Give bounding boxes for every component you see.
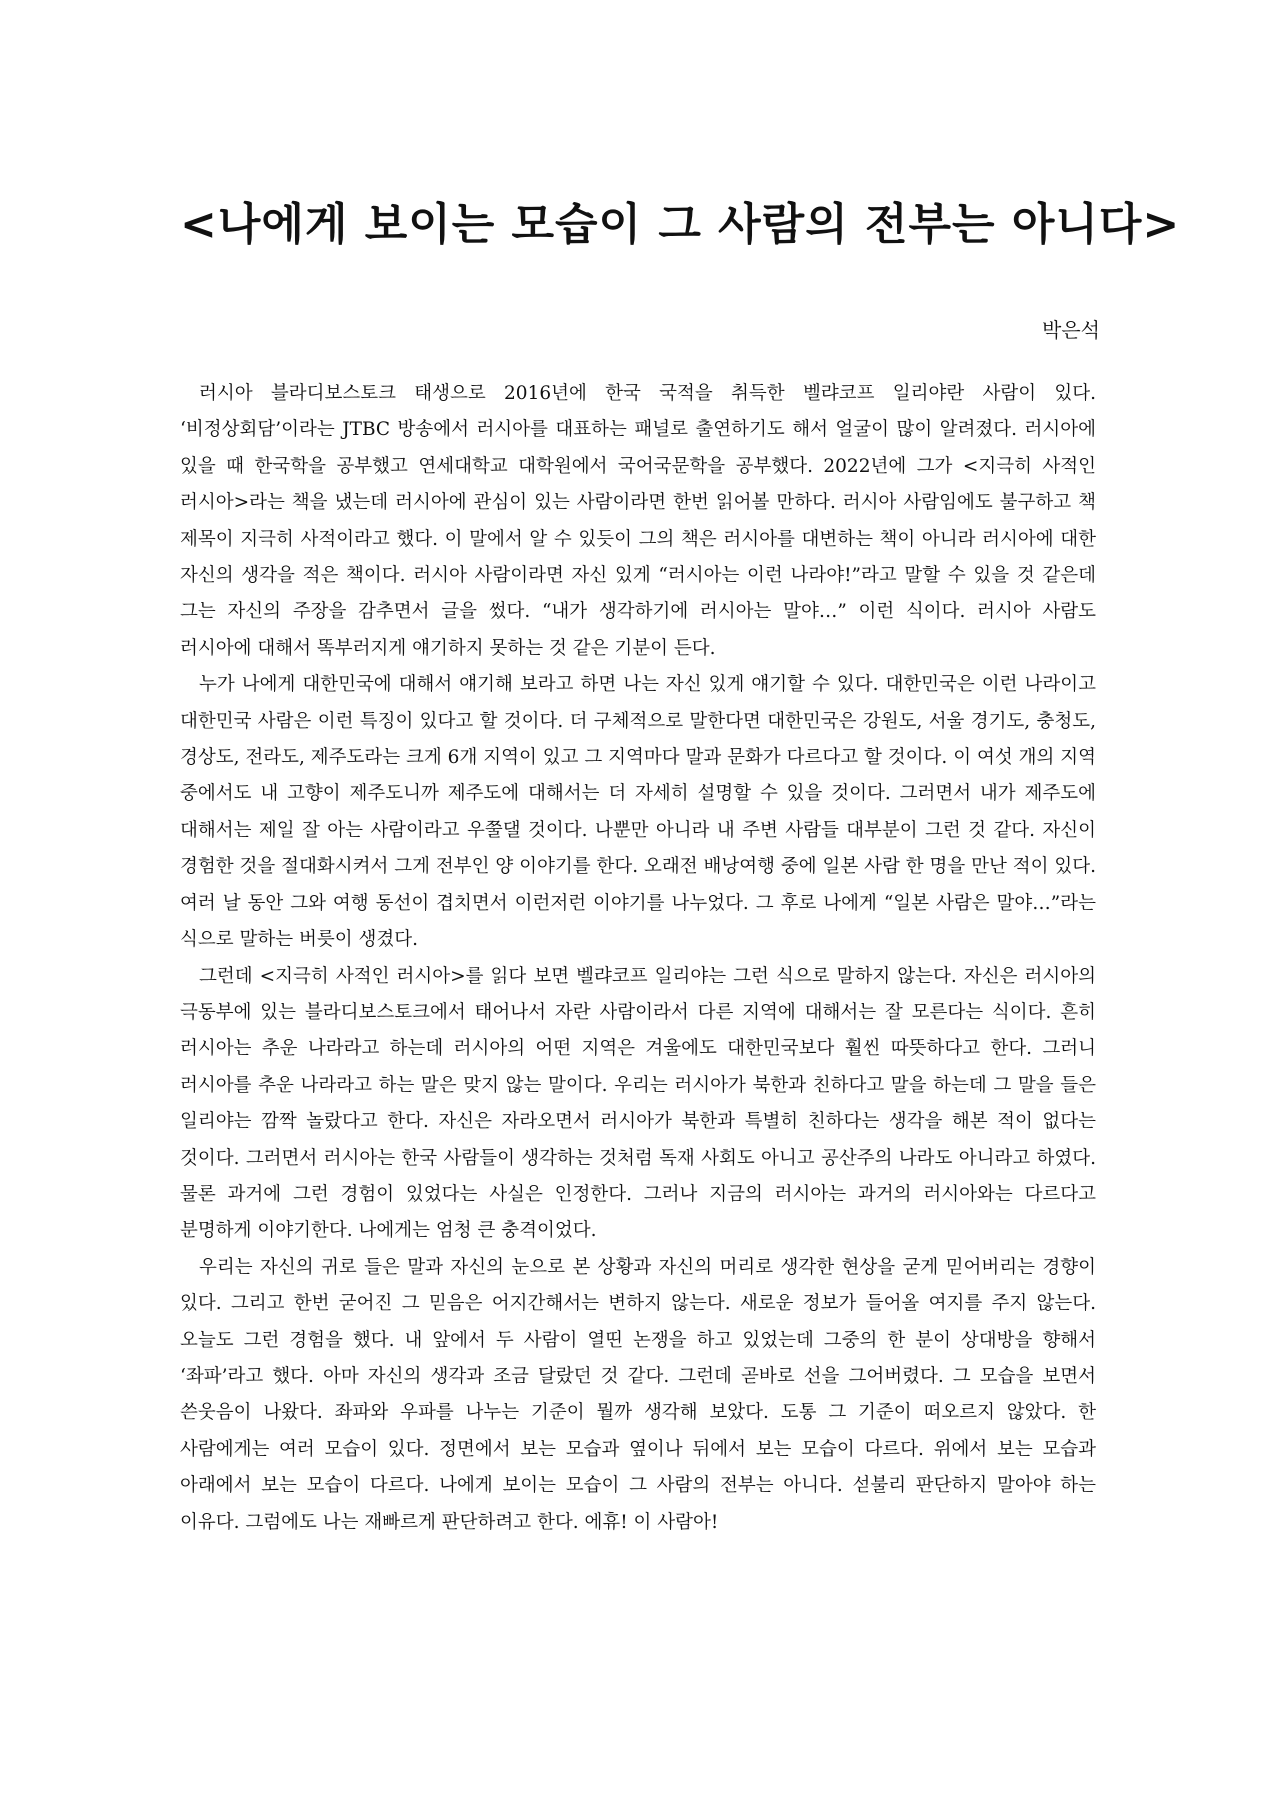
author-name: 박은석 — [1042, 318, 1100, 342]
paragraph-2: 누가 나에게 대한민국에 대해서 얘기해 보라고 하면 나는 자신 있게 얘기할 수 있다. 대한민국은 이런 나라이고 대한민국 사람은 이런 특징이 있다고 할 것이다. 더 구체적으로 말한다면 대한민국은 강원도, 서울 경기도, 충청도, 경상도, 전라도, 제주도라는 크게 6개 지역이 있고 그 지역마다 말과 문화가 다르다고 할 것이다. 이 여섯 개의 지역 중에서도 내 고향이 제주도니까 제주도에 대해서는 더 자세히 설명할 수 있을 것이다. 그러면서 내가 제주도에 대해서는 제일 잘 아는 사람이라고 우쭐댈 것이다. 나뿐만 아니라 내 주변 사람들 대부분이 그런 것 같다. 자신이 경험한 것을 절대화시켜서 그게 전부인 양 이야기를 한다. 오래전 배낭여행 중에 일본 사람 한 명을 만난 적이 있다. 여러 날 동안 그와 여행 동선이 겹치면서 이런저런 이야기를 나누었다. 그 후로 나에게 “일본 사람은 말야…”라는 식으로 말하는 버릇이 생겼다. — [180, 674, 1096, 951]
document-body — [180, 376, 1096, 1541]
paragraph-1: 러시아 블라디보스토크 태생으로 2016년에 한국 국적을 취득한 벨랴코프 일리야란 사람이 있다. ‘비정상회담’이라는 JTBC 방송에서 러시아를 대표하는 패널로 출연하기도 해서 얼굴이 많이 알려졌다. 러시아에 있을 때 한국학을 공부했고 연세대학교 대학원에서 국어국문학을 공부했다. 2022년에 그가 <지극히 사적인 러시아>라는 책을 냈는데 러시아에 관심이 있는 사람이라면 한번 읽어볼 만하다. 러시아 사람임에도 불구하고 책 제목이 지극히 사적이라고 했다. 이 말에서 알 수 있듯이 그의 책은 러시아를 대변하는 책이 아니라 러시아에 대한 자신의 생각을 적은 책이다. 러시아 사람이라면 자신 있게 “러시아는 이런 나라야!”라고 말할 수 있을 것 같은데 그는 자신의 주장을 감추면서 글을 썼다. “내가 생각하기에 러시아는 말야…” 이런 식이다. 러시아 사람도 러시아에 대해서 똑부러지게 얘기하지 못하는 것 같은 기분이 든다. — [180, 383, 1096, 659]
paragraph-4: 우리는 자신의 귀로 들은 말과 자신의 눈으로 본 상황과 자신의 머리로 생각한 현상을 굳게 믿어버리는 경향이 있다. 그리고 한번 굳어진 그 믿음은 어지간해서는 변하지 않는다. 새로운 정보가 들어올 여지를 주지 않는다. 오늘도 그런 경험을 했다. 내 앞에서 두 사람이 열띤 논쟁을 하고 있었는데 그중의 한 분이 상대방을 향해서 ‘좌파’라고 했다. 아마 자신의 생각과 조금 달랐던 것 같다. 그런데 곧바로 선을 그어버렸다. 그 모습을 보면서 쓴웃음이 나왔다. 좌파와 우파를 나누는 기준이 뭘까 생각해 보았다. 도통 그 기준이 떠오르지 않았다. 한 사람에게는 여러 모습이 있다. 정면에서 보는 모습과 옆이나 뒤에서 보는 모습이 다르다. 위에서 보는 모습과 아래에서 보는 모습이 다르다. 나에게 보이는 모습이 그 사람의 전부는 아니다. 섣불리 판단하지 말아야 하는 이유다. 그럼에도 나는 재빠르게 판단하려고 한다. 에휴! 이 사람아! — [180, 1256, 1096, 1533]
document-title: <나에게 보이는 모습이 그 사람의 전부는 아니다> — [180, 199, 1181, 250]
paragraph-3: 그런데 <지극히 사적인 러시아>를 읽다 보면 벨랴코프 일리야는 그런 식으로 말하지 않는다. 자신은 러시아의 극동부에 있는 블라디보스토크에서 태어나서 자란 사람이라서 다른 지역에 대해서는 잘 모른다는 식이다. 흔히 러시아는 추운 나라라고 하는데 러시아의 어떤 지역은 겨울에도 대한민국보다 훨씬 따뜻하다고 한다. 그러니 러시아를 추운 나라라고 하는 말은 맞지 않는 말이다. 우리는 러시아가 북한과 친하다고 말을 하는데 그 말을 들은 일리야는 깜짝 놀랐다고 한다. 자신은 자라오면서 러시아가 북한과 특별히 친하다는 생각을 해본 적이 없다는 것이다. 그러면서 러시아는 한국 사람들이 생각하는 것처럼 독재 사회도 아니고 공산주의 나라도 아니라고 하였다. 물론 과거에 그런 경험이 있었다는 사실은 인정한다. 그러나 지금의 러시아는 과거의 러시아와는 다르다고 분명하게 이야기한다. 나에게는 엄청 큰 충격이었다. — [180, 965, 1096, 1242]
